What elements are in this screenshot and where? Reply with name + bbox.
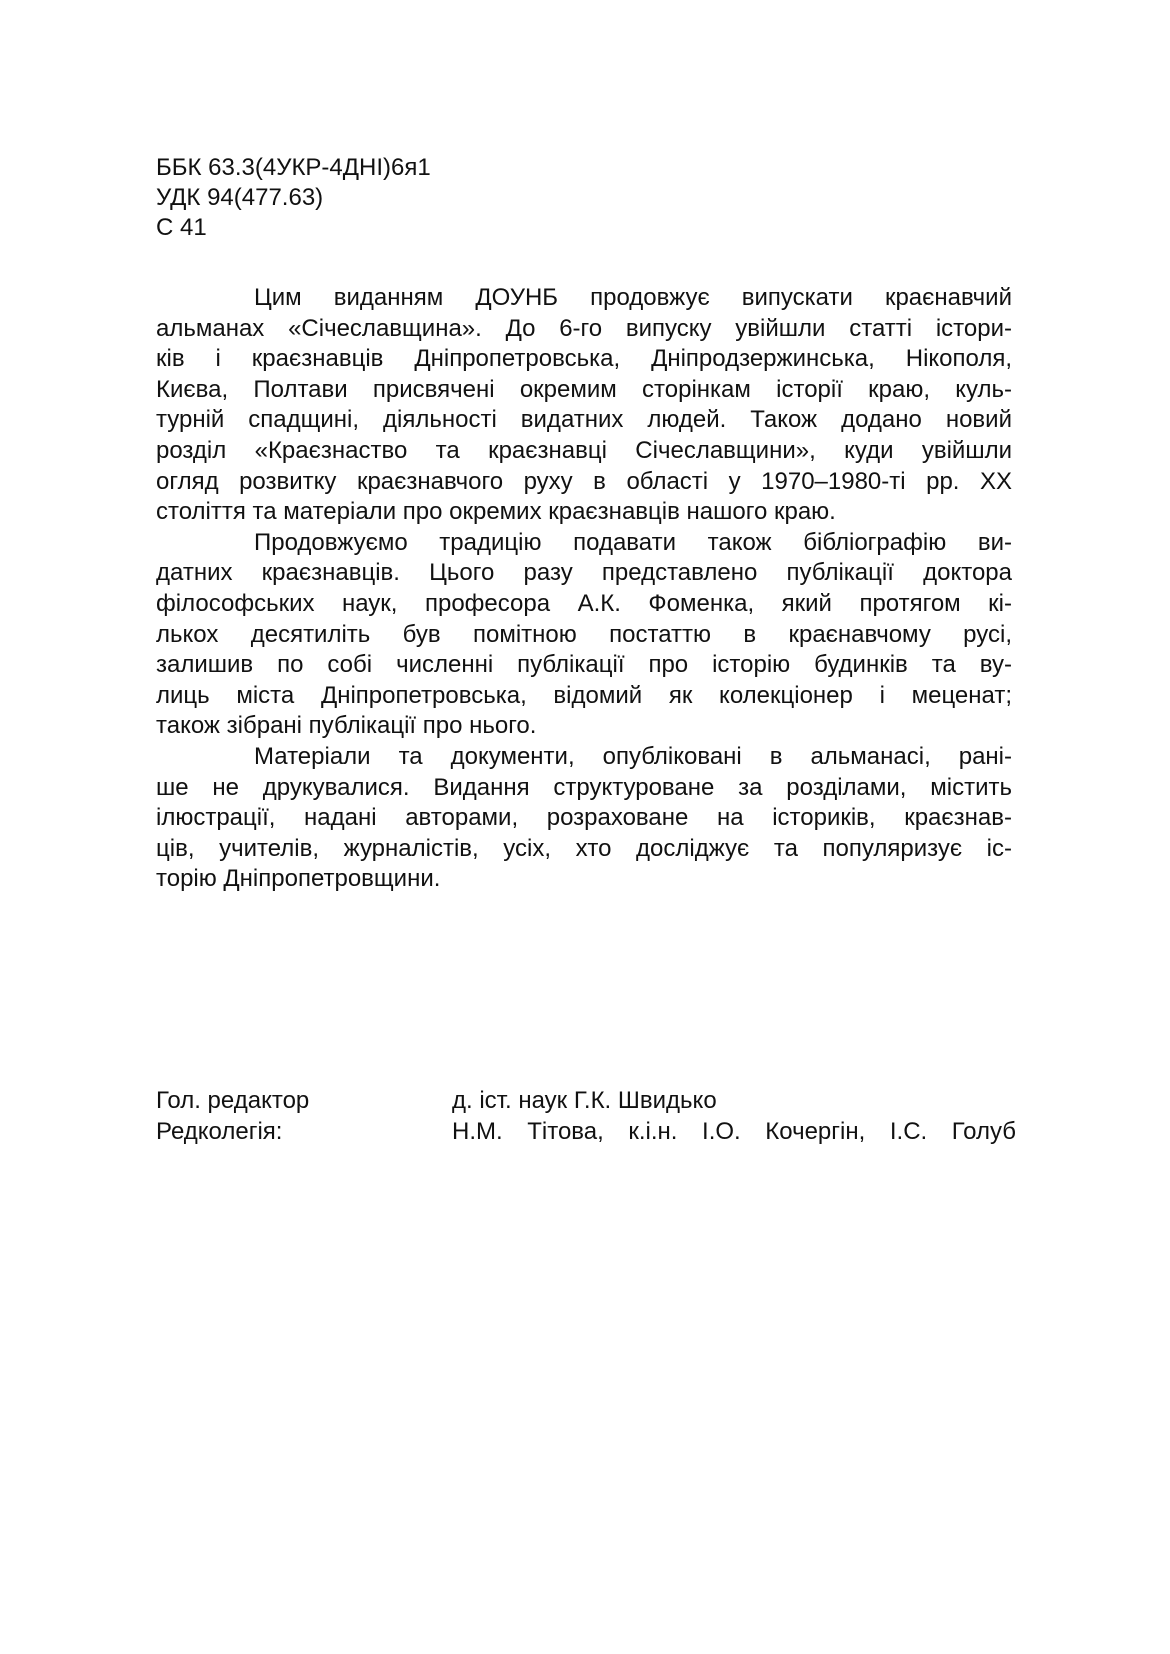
author-sign: С 41 (156, 214, 207, 241)
text-line: Матеріали та документи, опубліковані в альманасі, рані- (254, 742, 1012, 770)
text-line: Продовжуємо традицію подавати також бібліографію ви- (254, 528, 1012, 556)
text-line: торію Дніпропетровщини. (156, 865, 441, 893)
chief-editor-label: Гол. редактор (156, 1087, 310, 1114)
editorial-board (156, 1085, 1016, 1147)
text-line: турній спадщині, діяльності видатних людей. Також додано новий (156, 406, 1012, 434)
editorial-board-row (156, 1116, 1016, 1147)
text-line: ків і краєзнавців Дніпропетровська, Дніпродзержинська, Нікополя, (156, 345, 1012, 373)
annotation-text (156, 283, 1012, 895)
text-line: філософських наук, професора А.К. Фоменка, який протягом кі- (156, 589, 1012, 617)
text-line: розділ «Краєзнаство та краєзнавці Січеславщини», куди увійшли (156, 436, 1012, 464)
paragraph-3 (156, 742, 1012, 895)
classification-codes (156, 153, 756, 243)
chief-editor-name: д. іст. наук Г.К. Швидько (452, 1087, 717, 1114)
text-line: лиць міста Дніпропетровська, відомий як колекціонер і меценат; (156, 681, 1012, 709)
text-line: огляд розвитку краєзнавчого руху в області у 1970–1980-ті рр. ХХ (156, 467, 1012, 495)
text-line: Києва, Полтави присвячені окремим сторінкам історії краю, куль- (156, 375, 1012, 403)
editorial-board-names: Н.М. Тітова, к.і.н. І.О. Кочергін, І.С. Голуб (452, 1118, 1016, 1145)
text-line: також зібрані публікації про нього. (156, 712, 537, 740)
text-line: датних краєзнавців. Цього разу представлено публікації доктора (156, 559, 1012, 587)
text-line: ців, учителів, журналістів, усіх, хто досліджує та популяризує іс- (156, 834, 1012, 862)
text-line: ілюстрації, надані авторами, розраховане на істориків, краєзнав- (156, 804, 1012, 832)
text-line: лькох десятиліть був помітною постаттю в краєнавчому русі, (156, 620, 1012, 648)
text-line: ше не друкувалися. Видання структуроване за розділами, містить (156, 773, 1012, 801)
text-line: Цим виданням ДОУНБ продовжує випускати краєнавчий (254, 284, 1012, 311)
editorial-board-label: Редколегія: (156, 1118, 283, 1145)
paragraph-2 (156, 528, 1012, 742)
chief-editor-row (156, 1085, 1016, 1116)
text-line: століття та матеріали про окремих краєзнавців нашого краю. (156, 498, 836, 526)
bbk-code: ББК 63.3(4УКР-4ДНІ)6я1 (156, 154, 431, 181)
text-line: залишив по собі численні публікації про історію будинків та ву- (156, 651, 1012, 679)
udk-code: УДК 94(477.63) (156, 184, 324, 211)
paragraph-1 (156, 283, 1012, 528)
text-line: альманах «Січеславщина». До 6-го випуску увійшли статті істори- (156, 314, 1012, 342)
